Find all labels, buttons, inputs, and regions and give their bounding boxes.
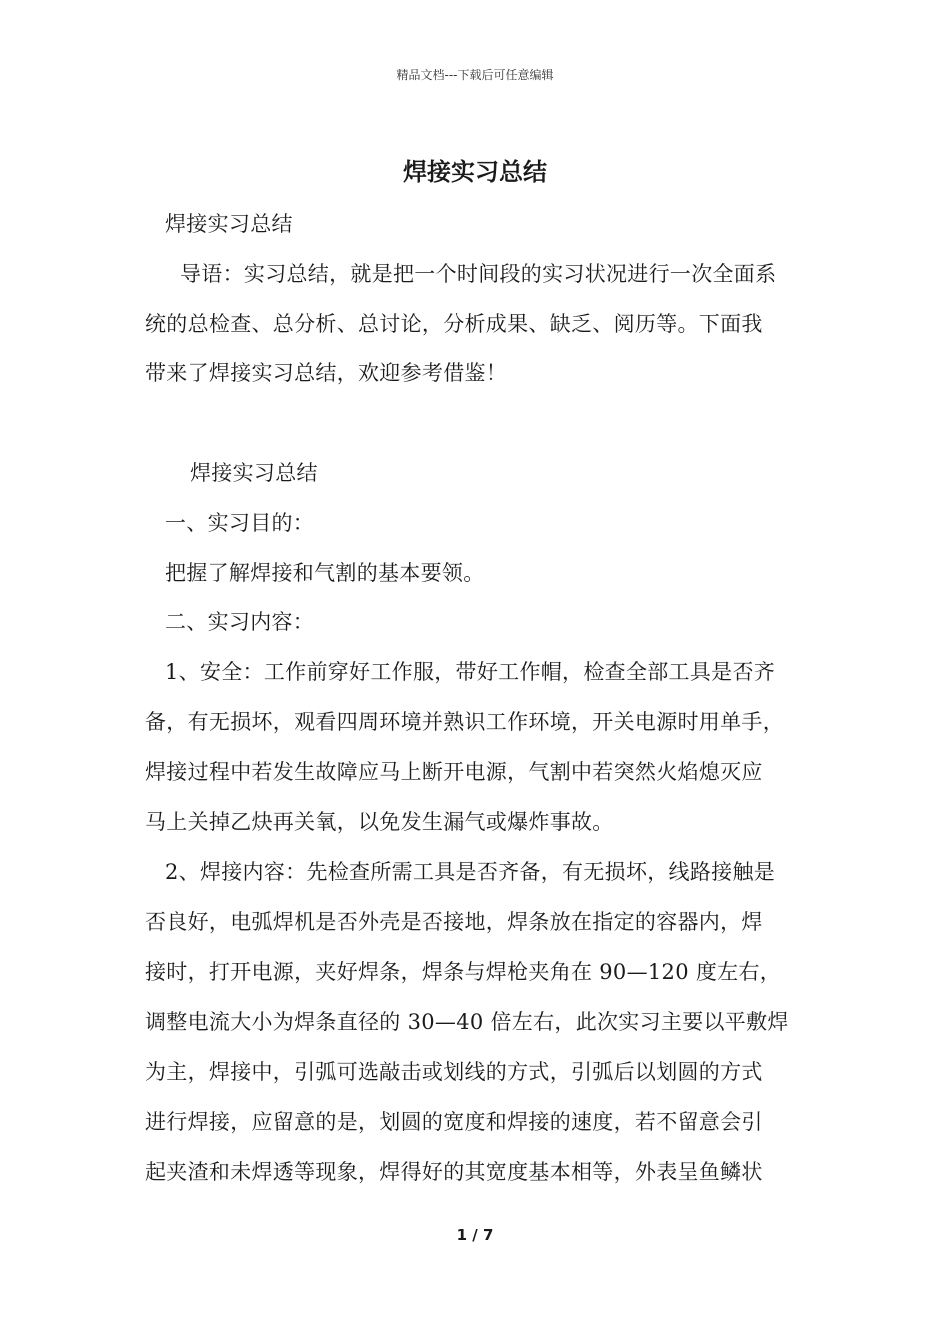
paragraph-line: 统的总检查、总分析、总讨论，分析成果、缺乏、阅历等。下面我 [145, 312, 763, 336]
paragraph-line: 带来了焊接实习总结，欢迎参考借鉴！ [145, 361, 508, 385]
paragraph-line: 起夹渣和未焊透等现象，焊得好的其宽度基本相等，外表呈鱼鳞状 [145, 1160, 763, 1184]
paragraph-line: 备，有无损坏，观看四周环境并熟识工作环境，开关电源时用单手， [145, 710, 784, 734]
subtitle-line: 焊接实习总结 [165, 212, 293, 236]
page-header: 精品文档---下载后可任意编辑 [396, 68, 554, 82]
paragraph-line: 否良好，电弧焊机是否外壳是否接地，焊条放在指定的容器内，焊 [145, 910, 763, 934]
page-number: 1 / 7 [456, 1226, 494, 1244]
paragraph-line: 接时，打开电源，夹好焊条，焊条与焊枪夹角在 90—120 度左右， [145, 960, 782, 984]
paragraph-line: 导语：实习总结，就是把一个时间段的实习状况进行一次全面系 [180, 262, 777, 286]
paragraph-line: 调整电流大小为焊条直径的 30—40 倍左右，此次实习主要以平敷焊 [145, 1010, 789, 1034]
paragraph-line: 马上关掉乙炔再关氧，以免发生漏气或爆炸事故。 [145, 810, 614, 834]
section-heading: 焊接实习总结 [190, 461, 318, 485]
paragraph-line: 为主，焊接中，引弧可选敲击或划线的方式，引弧后以划圆的方式 [145, 1060, 763, 1084]
section-heading: 二、实习内容： [165, 610, 315, 634]
section-heading: 一、实习目的： [165, 511, 315, 535]
paragraph-line: 把握了解焊接和气割的基本要领。 [165, 561, 485, 585]
paragraph-line: 2、焊接内容：先检查所需工具是否齐备，有无损坏，线路接触是 [165, 860, 776, 884]
document-title: 焊接实习总结 [403, 157, 547, 186]
paragraph-line: 焊接过程中若发生故障应马上断开电源，气割中若突然火焰熄灭应 [145, 760, 763, 784]
paragraph-line: 1、安全：工作前穿好工作服，带好工作帽，检查全部工具是否齐 [165, 660, 776, 684]
paragraph-line: 进行焊接，应留意的是，划圆的宽度和焊接的速度，若不留意会引 [145, 1110, 763, 1134]
